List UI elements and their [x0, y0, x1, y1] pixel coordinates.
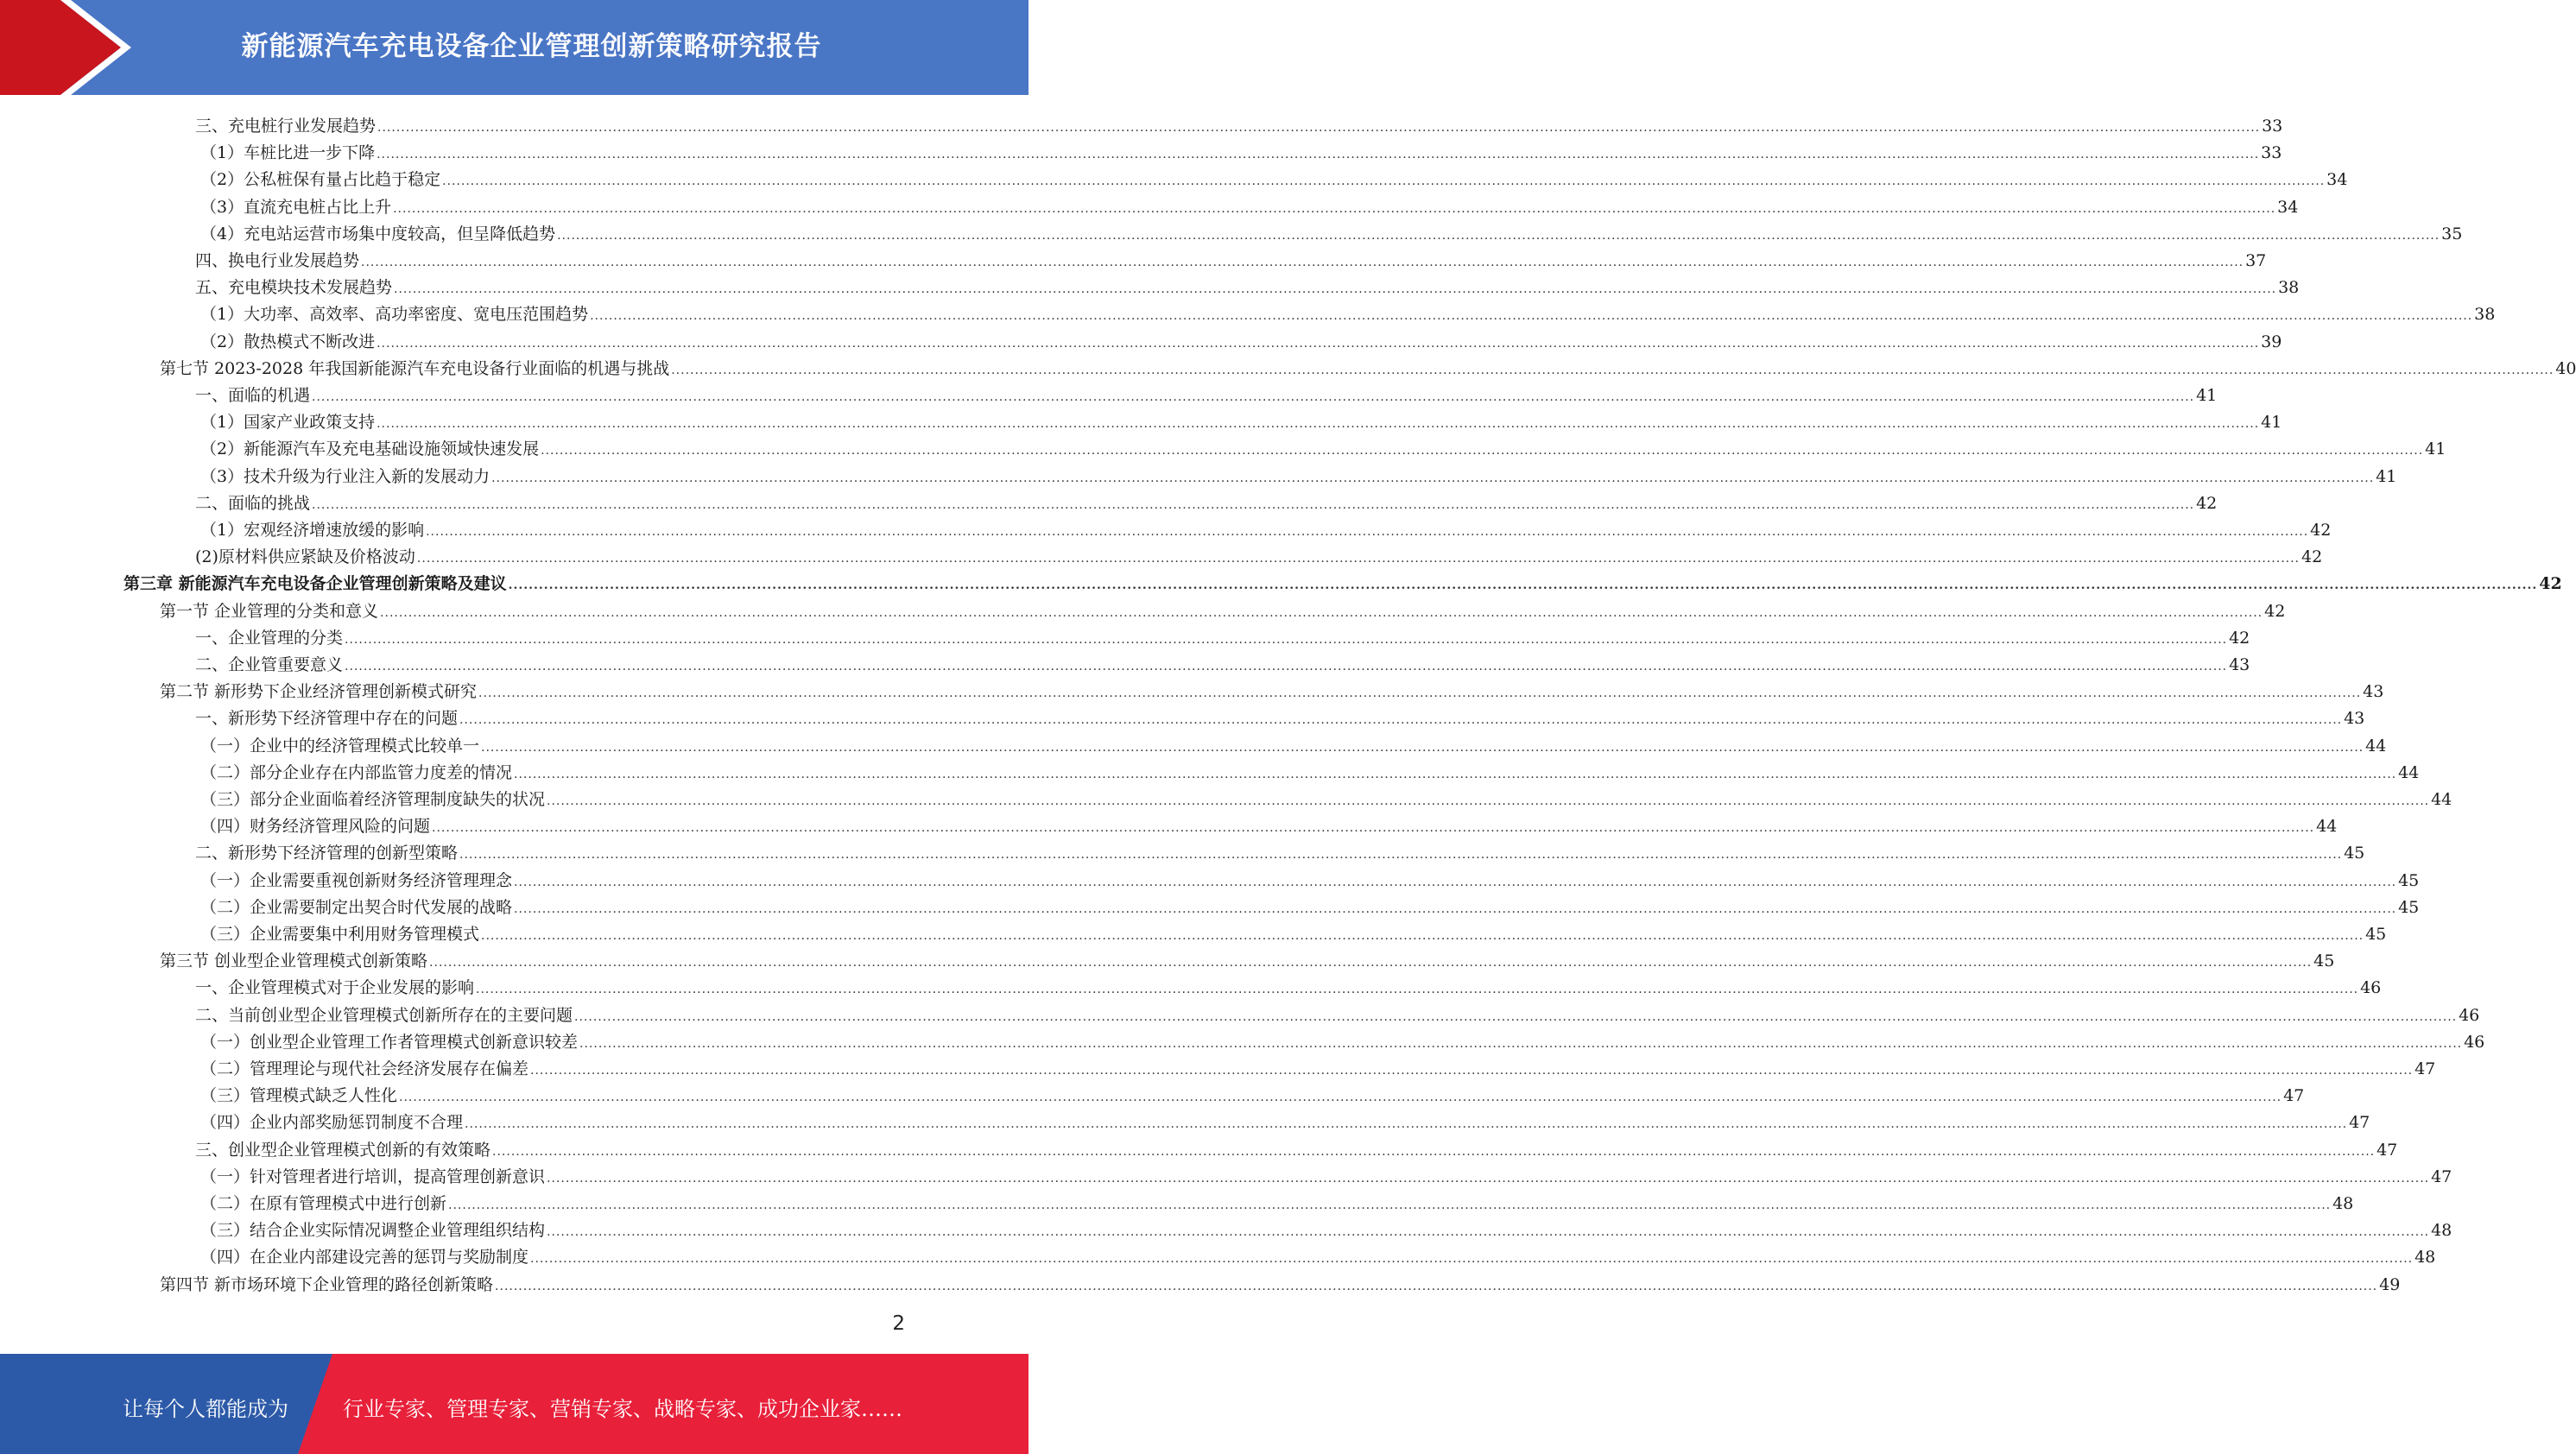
toc-entry-title: 第四节 新市场环境下企业管理的路径创新策略 — [160, 1274, 494, 1294]
toc-entry-title: 二、企业管重要意义 — [195, 655, 344, 674]
toc-entry-title: （2）新能源汽车及充电基础设施领域快速发展 — [200, 439, 540, 459]
toc-entry[interactable] — [200, 865, 2420, 892]
toc-entry-page: 48 — [2415, 1248, 2436, 1268]
toc-entry[interactable] — [200, 515, 2332, 541]
toc-leader-dots: ................................................................................................................................................................................................................................................................................................................................................................................................................ — [416, 552, 2300, 566]
toc-entry[interactable] — [200, 1215, 2453, 1242]
toc-entry-page: 45 — [2398, 870, 2420, 890]
toc-leader-dots: ................................................................................................................................................................................................................................................................................................................................................................................................................ — [547, 794, 2430, 808]
toc-entry-title: 一、面临的机遇 — [195, 386, 311, 405]
toc-entry[interactable] — [200, 192, 2299, 218]
toc-entry-title: （四）财务经济管理风险的问题 — [200, 817, 431, 837]
toc-entry-title: （2）散热模式不断改进 — [200, 332, 376, 351]
toc-entry-page: 47 — [2349, 1113, 2370, 1133]
toc-entry-page: 43 — [2363, 682, 2384, 702]
toc-entry-title: 第七节 2023-2028 年我国新能源汽车充电设备行业面临的机遇与挑战 — [160, 358, 670, 378]
toc-entry-title: 第二节 新形势下企业经济管理创新模式研究 — [160, 682, 478, 702]
toc-leader-dots: ................................................................................................................................................................................................................................................................................................................................................................................................................ — [377, 336, 2260, 351]
toc-entry[interactable] — [160, 945, 2335, 972]
toc-leader-dots: ................................................................................................................................................................................................................................................................................................................................................................................................................ — [579, 1036, 2463, 1051]
toc-entry[interactable] — [195, 623, 2250, 649]
toc-entry[interactable] — [160, 353, 2576, 380]
toc-entry[interactable] — [195, 541, 2323, 568]
toc-entry-title: 二、新形势下经济管理的创新型策略 — [195, 844, 459, 863]
page-header — [0, 0, 1029, 95]
toc-entry-title: 一、企业管理的分类 — [195, 628, 344, 648]
toc-entry-page: 33 — [2261, 143, 2282, 163]
toc-entry[interactable] — [195, 1000, 2480, 1027]
toc-entry-page: 48 — [2332, 1194, 2354, 1213]
toc-leader-dots: ................................................................................................................................................................................................................................................................................................................................................................................................................ — [590, 309, 2473, 324]
toc-entry-page: 34 — [2326, 170, 2348, 190]
toc-entry[interactable] — [200, 1053, 2436, 1080]
page-footer — [0, 1354, 1029, 1454]
toc-entry[interactable] — [195, 972, 2382, 999]
toc-leader-dots: ................................................................................................................................................................................................................................................................................................................................................................................................................ — [380, 605, 2263, 620]
toc-entry-title: 四、换电行业发展趋势 — [195, 251, 360, 270]
toc-leader-dots: ................................................................................................................................................................................................................................................................................................................................................................................................................ — [394, 282, 2277, 297]
toc-entry-title: （3）技术升级为行业注入新的发展动力 — [200, 466, 491, 486]
toc-leader-dots: ................................................................................................................................................................................................................................................................................................................................................................................................................ — [514, 875, 2397, 889]
toc-entry-title: （3）直流充电桩占比上升 — [200, 197, 392, 217]
toc-entry-page: 41 — [2196, 386, 2218, 405]
toc-entry[interactable] — [195, 1135, 2398, 1161]
toc-entry[interactable] — [200, 326, 2282, 353]
toc-entry-title: 第三章 新能源汽车充电设备企业管理创新策略及建议 — [123, 574, 507, 594]
toc-leader-dots: ................................................................................................................................................................................................................................................................................................................................................................................................................ — [312, 497, 2195, 512]
toc-leader-dots: ................................................................................................................................................................................................................................................................................................................................................................................................................ — [476, 983, 2359, 997]
toc-leader-dots: ................................................................................................................................................................................................................................................................................................................................................................................................................ — [671, 363, 2554, 377]
toc-entry-page: 42 — [2264, 601, 2286, 621]
toc-entry[interactable] — [195, 488, 2218, 515]
toc-entry-title: （三）管理模式缺乏人性化 — [200, 1086, 398, 1106]
toc-entry[interactable] — [160, 676, 2384, 703]
toc-leader-dots: ................................................................................................................................................................................................................................................................................................................................................................................................................ — [514, 901, 2397, 916]
toc-entry-title: （一）企业需要重视创新财务经济管理理念 — [200, 870, 513, 890]
toc-entry-page: 44 — [2398, 762, 2420, 782]
toc-entry-page: 45 — [2365, 925, 2387, 944]
toc-entry-page: 43 — [2344, 709, 2365, 729]
toc-leader-dots: ................................................................................................................................................................................................................................................................................................................................................................................................................ — [541, 444, 2424, 458]
toc-entry-title: 五、充电模块技术发展趋势 — [195, 278, 393, 298]
toc-entry-page: 43 — [2229, 655, 2250, 674]
toc-entry-page: 48 — [2431, 1221, 2453, 1241]
toc-entry-page: 40 — [2555, 358, 2576, 378]
toc-entry-title: （二）管理理论与现代社会经济发展存在偏差 — [200, 1059, 529, 1078]
toc-leader-dots: ................................................................................................................................................................................................................................................................................................................................................................................................................ — [492, 1144, 2376, 1159]
toc-entry[interactable] — [200, 407, 2282, 433]
toc-leader-dots: ................................................................................................................................................................................................................................................................................................................................................................................................................ — [557, 228, 2440, 243]
toc-entry-title: 二、面临的挑战 — [195, 493, 311, 513]
toc-leader-dots: ................................................................................................................................................................................................................................................................................................................................................................................................................ — [478, 686, 2362, 701]
toc-entry[interactable] — [200, 919, 2387, 945]
toc-leader-dots: ................................................................................................................................................................................................................................................................................................................................................................................................................ — [345, 660, 2228, 673]
toc-entry-title: （二）企业需要制定出契合时代发展的战略 — [200, 897, 513, 917]
toc-leader-dots: ................................................................................................................................................................................................................................................................................................................................................................................................................ — [393, 201, 2276, 216]
toc-entry-title: （1）宏观经济增速放缓的影响 — [200, 521, 425, 540]
toc-entry-page: 44 — [2431, 790, 2453, 809]
toc-leader-dots: ................................................................................................................................................................................................................................................................................................................................................................................................................ — [377, 148, 2260, 162]
toc-entry-page: 41 — [2261, 413, 2282, 433]
toc-entry[interactable] — [160, 596, 2286, 623]
toc-entry[interactable] — [200, 811, 2338, 838]
toc-entry-title: （三）结合企业实际情况调整企业管理组织结构 — [200, 1221, 546, 1241]
toc-entry-page: 33 — [2262, 117, 2283, 136]
toc-entry-page: 45 — [2398, 897, 2420, 917]
toc-entry-page: 45 — [2313, 951, 2335, 971]
toc-entry[interactable] — [200, 1161, 2453, 1188]
toc-entry[interactable] — [160, 1269, 2401, 1296]
toc-entry-page: 35 — [2441, 224, 2463, 243]
toc-entry-page: 42 — [2196, 493, 2218, 513]
toc-entry-page: 44 — [2316, 817, 2338, 837]
toc-entry-title: （1）大功率、高效率、高功率密度、宽电压范围趋势 — [200, 305, 589, 325]
toc-leader-dots: ................................................................................................................................................................................................................................................................................................................................................................................................................ — [481, 740, 2364, 755]
toc-entry-page: 34 — [2277, 197, 2299, 217]
toc-entry[interactable] — [200, 1027, 2485, 1053]
toc-entry-title: （一）创业型企业管理工作者管理模式创新意识较差 — [200, 1032, 579, 1052]
toc-entry[interactable] — [200, 730, 2387, 757]
toc-entry-page: 41 — [2376, 466, 2397, 486]
toc-leader-dots: ................................................................................................................................................................................................................................................................................................................................................................................................................ — [574, 1009, 2458, 1024]
toc-leader-dots: ................................................................................................................................................................................................................................................................................................................................................................................................................ — [377, 417, 2260, 432]
toc-entry-page: 42 — [2229, 628, 2250, 648]
toc-entry-title: （三）企业需要集中利用财务管理模式 — [200, 925, 480, 944]
toc-leader-dots: ................................................................................................................................................................................................................................................................................................................................................................................................................ — [448, 1198, 2332, 1212]
toc-entry[interactable] — [195, 380, 2218, 407]
toc-entry-page: 41 — [2425, 439, 2446, 459]
toc-entry[interactable] — [200, 757, 2420, 784]
toc-entry[interactable] — [200, 461, 2397, 488]
toc-entry-page: 39 — [2261, 332, 2282, 351]
toc-entry[interactable] — [200, 164, 2348, 191]
toc-entry[interactable] — [195, 272, 2300, 299]
toc-entry-page: 46 — [2459, 1005, 2480, 1025]
toc-entry-title: （1）车桩比进一步下降 — [200, 143, 376, 163]
toc-entry-title: 第三节 创业型企业管理模式创新策略 — [160, 951, 428, 971]
toc-entry[interactable] — [200, 784, 2453, 811]
toc-leader-dots: ................................................................................................................................................................................................................................................................................................................................................................................................................ — [459, 848, 2343, 863]
toc-entry-title: 三、充电桩行业发展趋势 — [195, 117, 377, 136]
toc-entry-title: （2）公私桩保有量占比趋于稳定 — [200, 170, 441, 190]
toc-leader-dots: ................................................................................................................................................................................................................................................................................................................................................................................................................ — [429, 956, 2313, 970]
toc-entry[interactable] — [195, 838, 2365, 864]
toc-entry[interactable] — [200, 1188, 2354, 1215]
toc-entry-title: （二）在原有管理模式中进行创新 — [200, 1194, 447, 1213]
toc-entry[interactable] — [200, 433, 2446, 460]
toc-leader-dots: ................................................................................................................................................................................................................................................................................................................................................................................................................ — [399, 1090, 2282, 1105]
toc-entry-title: (2)原材料供应紧缺及价格波动 — [195, 547, 415, 567]
footer-slogan-left: 让每个人都能成为 — [123, 1397, 288, 1421]
toc-leader-dots: ................................................................................................................................................................................................................................................................................................................................................................................................................ — [508, 578, 2538, 593]
toc-leader-dots: ................................................................................................................................................................................................................................................................................................................................................................................................................ — [530, 1252, 2414, 1267]
toc-leader-dots: ................................................................................................................................................................................................................................................................................................................................................................................................................ — [312, 390, 2195, 404]
toc-entry-title: （四）在企业内部建设完善的惩罚与奖励制度 — [200, 1248, 529, 1268]
toc-entry-title: （二）部分企业存在内部监管力度差的情况 — [200, 762, 513, 782]
toc-entry[interactable] — [195, 649, 2250, 676]
toc-entry-page: 47 — [2431, 1166, 2453, 1186]
toc-entry-page: 42 — [2301, 547, 2323, 567]
toc-entry-page: 37 — [2245, 251, 2267, 270]
toc-entry-page: 47 — [2377, 1140, 2398, 1160]
toc-entry-title: 三、创业型企业管理模式创新的有效策略 — [195, 1140, 491, 1160]
toc-leader-dots: ................................................................................................................................................................................................................................................................................................................................................................................................................ — [442, 174, 2326, 189]
toc-entry-title: 一、新形势下经济管理中存在的问题 — [195, 709, 459, 729]
toc-entry-title: 二、当前创业型企业管理模式创新所存在的主要问题 — [195, 1005, 573, 1025]
toc-leader-dots: ................................................................................................................................................................................................................................................................................................................................................................................................................ — [361, 256, 2244, 269]
toc-leader-dots: ................................................................................................................................................................................................................................................................................................................................................................................................................ — [530, 1064, 2414, 1078]
toc-leader-dots: ................................................................................................................................................................................................................................................................................................................................................................................................................ — [514, 767, 2397, 781]
toc-leader-dots: ................................................................................................................................................................................................................................................................................................................................................................................................................ — [491, 471, 2375, 485]
toc-entry-title: （一）针对管理者进行培训，提高管理创新意识 — [200, 1166, 546, 1186]
footer-slogan-right: 行业专家、管理专家、营销专家、战略专家、成功企业家…… — [343, 1397, 902, 1421]
toc-entry-title: （三）部分企业面临着经济管理制度缺失的状况 — [200, 790, 546, 809]
toc-entry[interactable] — [200, 892, 2420, 919]
toc-entry[interactable] — [123, 568, 2562, 595]
toc-entry[interactable] — [200, 1107, 2370, 1134]
toc-leader-dots: ................................................................................................................................................................................................................................................................................................................................................................................................................ — [547, 1225, 2430, 1240]
toc-entry-title: （1）国家产业政策支持 — [200, 413, 376, 433]
toc-leader-dots: ................................................................................................................................................................................................................................................................................................................................................................................................................ — [547, 1171, 2430, 1185]
toc-leader-dots: ................................................................................................................................................................................................................................................................................................................................................................................................................ — [345, 632, 2228, 647]
toc-entry-page: 45 — [2344, 844, 2365, 863]
toc-entry-title: （4）充电站运营市场集中度较高，但呈降低趋势 — [200, 224, 556, 243]
page-number: 2 — [892, 1312, 905, 1335]
toc-entry-page: 47 — [2283, 1086, 2305, 1106]
toc-entry-page: 44 — [2365, 736, 2387, 755]
toc-entry-page: 42 — [2539, 574, 2562, 594]
toc-entry-page: 46 — [2360, 978, 2382, 998]
toc-entry-page: 49 — [2379, 1274, 2401, 1294]
toc-entry[interactable] — [200, 137, 2282, 164]
toc-entry-title: （一）企业中的经济管理模式比较单一 — [200, 736, 480, 755]
toc-entry[interactable] — [200, 1242, 2436, 1268]
toc-leader-dots: ................................................................................................................................................................................................................................................................................................................................................................................................................ — [465, 1117, 2348, 1132]
toc-entry[interactable] — [195, 245, 2267, 272]
toc-leader-dots: ................................................................................................................................................................................................................................................................................................................................................................................................................ — [426, 525, 2309, 539]
toc-entry[interactable] — [200, 218, 2463, 245]
toc-entry-page: 46 — [2464, 1032, 2485, 1052]
toc-entry[interactable] — [200, 299, 2496, 326]
toc-entry-page: 47 — [2415, 1059, 2436, 1078]
toc-leader-dots: ................................................................................................................................................................................................................................................................................................................................................................................................................ — [432, 821, 2315, 836]
toc-entry[interactable] — [200, 1080, 2305, 1107]
toc-entry-title: 一、企业管理模式对于企业发展的影响 — [195, 978, 475, 998]
toc-entry[interactable] — [195, 703, 2365, 730]
toc-leader-dots: ................................................................................................................................................................................................................................................................................................................................................................................................................ — [459, 713, 2343, 728]
toc-entry-page: 38 — [2474, 305, 2496, 325]
toc-leader-dots: ................................................................................................................................................................................................................................................................................................................................................................................................................ — [495, 1279, 2378, 1293]
toc-entry-title: （四）企业内部奖励惩罚制度不合理 — [200, 1113, 464, 1133]
toc-entry-title: 第一节 企业管理的分类和意义 — [160, 601, 379, 621]
toc-leader-dots: ................................................................................................................................................................................................................................................................................................................................................................................................................ — [377, 121, 2261, 135]
report-title: 新能源汽车充电设备企业管理创新策略研究报告 — [241, 31, 822, 62]
toc-leader-dots: ................................................................................................................................................................................................................................................................................................................................................................................................................ — [481, 929, 2364, 943]
toc-entry-page: 42 — [2310, 521, 2332, 540]
toc-entry-page: 38 — [2278, 278, 2300, 298]
toc-entry[interactable] — [195, 111, 2283, 137]
